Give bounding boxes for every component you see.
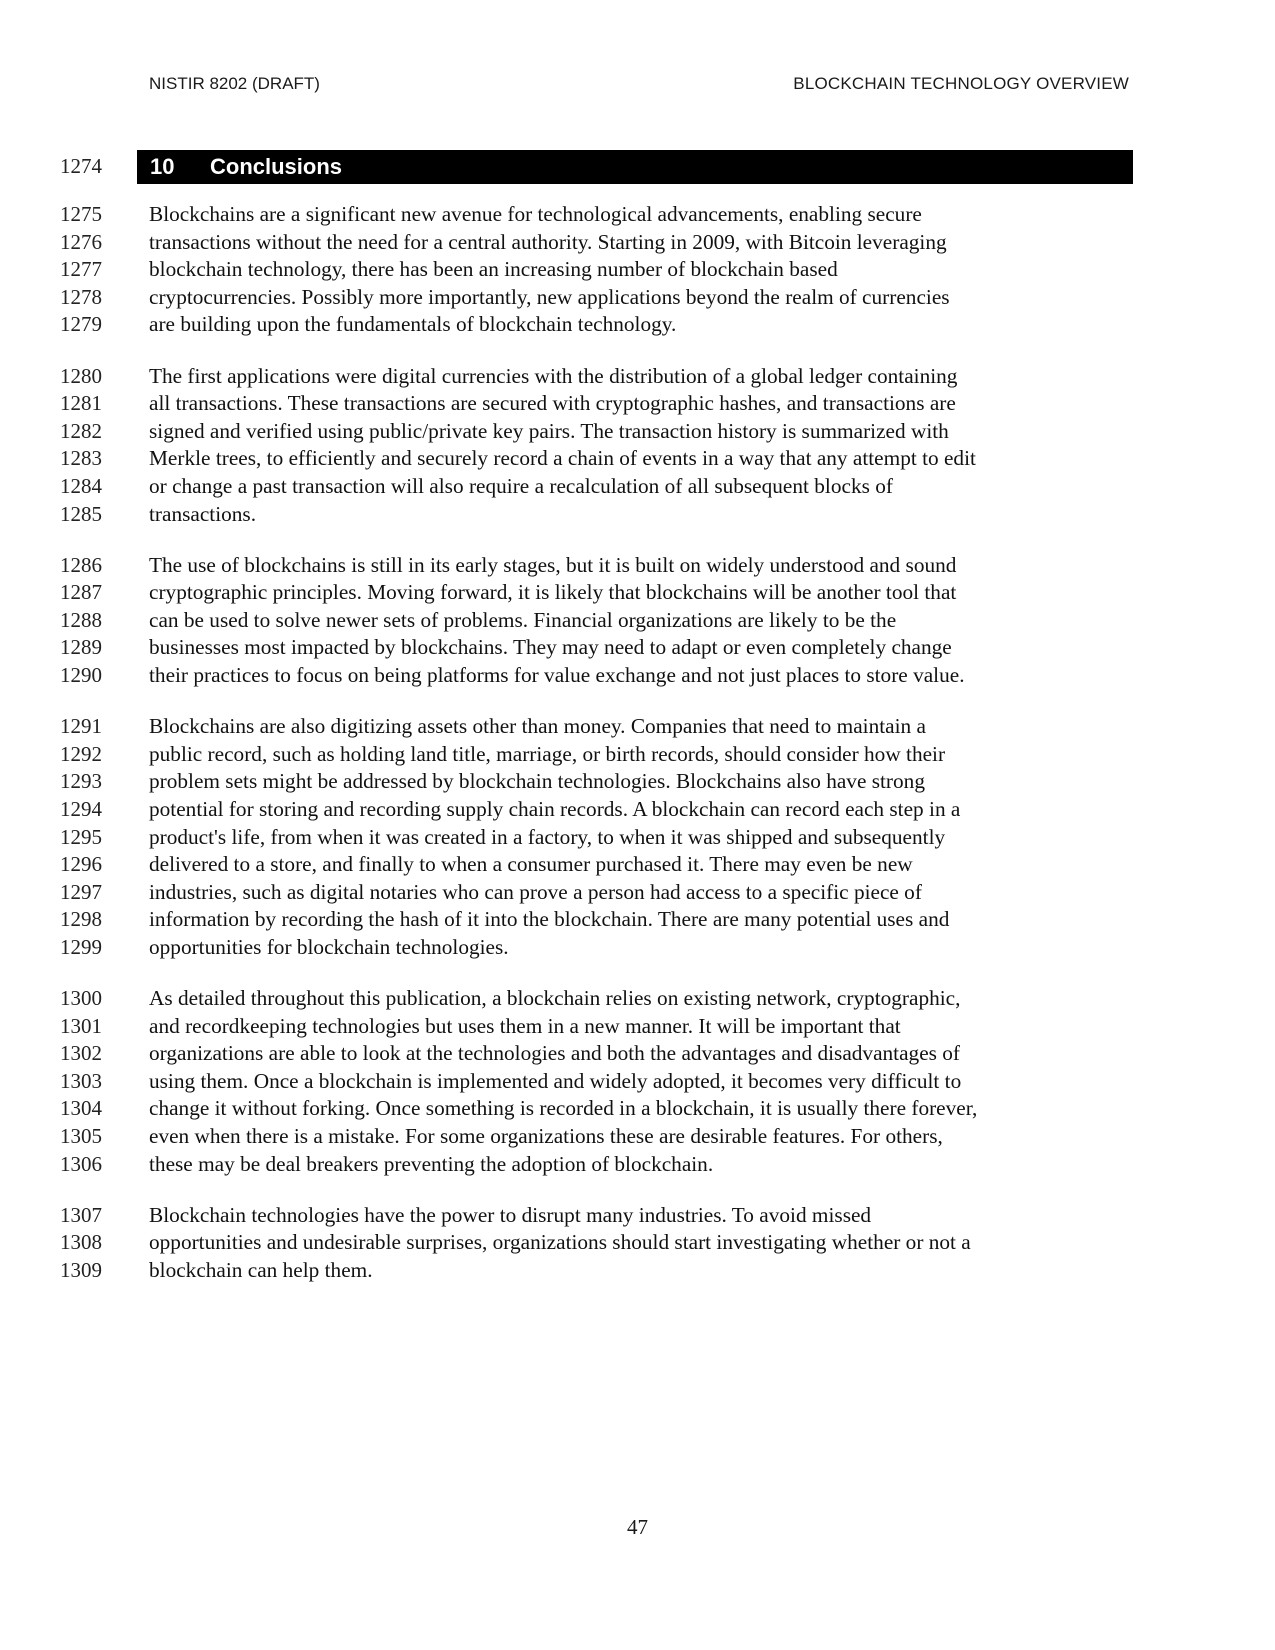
line-number: 1300 bbox=[60, 986, 102, 1010]
text-line bbox=[0, 1122, 1275, 1151]
line-number: 1288 bbox=[60, 607, 102, 632]
line-text: blockchain can help them. bbox=[149, 1257, 373, 1282]
line-text: transactions. bbox=[149, 501, 257, 526]
line-text: potential for storing and recording supply chain records. A blockchain can record each step in a bbox=[149, 796, 961, 821]
line-number: 1303 bbox=[60, 1068, 102, 1093]
line-number: 1298 bbox=[60, 907, 102, 932]
text-line bbox=[0, 933, 1275, 962]
line-text: delivered to a store, and finally to when a consumer purchased it. There may even be new bbox=[149, 852, 913, 877]
line-number: 1309 bbox=[60, 1257, 102, 1282]
text-line bbox=[0, 1067, 1275, 1096]
line-number: 1291 bbox=[60, 714, 102, 739]
line-number: 1279 bbox=[60, 312, 102, 337]
line-text: Blockchains are a significant new avenue for technological advancements, enabling secure bbox=[149, 202, 922, 226]
page-number: 47 bbox=[627, 1515, 648, 1539]
text-line bbox=[0, 1201, 1275, 1230]
text-line bbox=[0, 228, 1275, 257]
line-text: opportunities and undesirable surprises, organizations should start investigating whether or not a bbox=[149, 1230, 971, 1255]
text-line bbox=[0, 1012, 1275, 1041]
line-number: 1296 bbox=[60, 852, 102, 877]
line-text: are building upon the fundamentals of blockchain technology. bbox=[149, 312, 677, 337]
line-text: using them. Once a blockchain is implemented and widely adopted, it becomes very difficult to bbox=[149, 1068, 962, 1093]
line-text: The use of blockchains is still in its early stages, but it is built on widely understood and sound bbox=[149, 552, 957, 577]
text-line bbox=[0, 984, 1275, 1013]
line-number: 1299 bbox=[60, 934, 102, 959]
line-number: 1301 bbox=[60, 1013, 102, 1038]
line-number: 1306 bbox=[60, 1151, 102, 1176]
line-text: industries, such as digital notaries who can prove a person had access to a specific piece of bbox=[149, 879, 922, 904]
line-number: 1286 bbox=[60, 552, 102, 577]
line-text: their practices to focus on being platforms for value exchange and not just places to store value. bbox=[149, 663, 965, 687]
text-line bbox=[0, 283, 1275, 312]
line-number: 1276 bbox=[60, 229, 102, 254]
line-text: even when there is a mistake. For some organizations these are desirable features. For others, bbox=[149, 1124, 943, 1148]
line-number: 1305 bbox=[60, 1124, 102, 1148]
text-line bbox=[0, 850, 1275, 879]
line-number: 1274 bbox=[60, 154, 102, 178]
text-line bbox=[0, 1150, 1275, 1179]
line-text: and recordkeeping technologies but uses them in a new manner. It will be important that bbox=[149, 1013, 901, 1038]
line-number: 1307 bbox=[60, 1202, 102, 1227]
line-number: 1287 bbox=[60, 580, 102, 605]
running-header bbox=[149, 74, 1129, 100]
text-line bbox=[0, 1094, 1275, 1123]
text-line bbox=[0, 795, 1275, 824]
text-line bbox=[0, 905, 1275, 934]
line-text: cryptocurrencies. Possibly more importantly, new applications beyond the realm of currencies bbox=[149, 284, 950, 309]
line-number: 1293 bbox=[60, 769, 102, 794]
text-line bbox=[0, 633, 1275, 662]
text-line bbox=[0, 1256, 1275, 1285]
line-text: signed and verified using public/private key pairs. The transaction history is summarized with bbox=[149, 418, 949, 443]
line-number: 1284 bbox=[60, 473, 102, 498]
line-number: 1292 bbox=[60, 741, 102, 766]
line-text: blockchain technology, there has been an increasing number of blockchain based bbox=[149, 257, 838, 282]
text-line bbox=[0, 200, 1275, 229]
line-text: all transactions. These transactions are secured with cryptographic hashes, and transactions are bbox=[149, 391, 956, 416]
line-number: 1282 bbox=[60, 418, 102, 443]
line-text: cryptographic principles. Moving forward, it is likely that blockchains will be another tool that bbox=[149, 580, 957, 605]
text-line bbox=[0, 444, 1275, 473]
line-number: 1289 bbox=[60, 635, 102, 660]
text-line bbox=[0, 578, 1275, 607]
line-number: 1275 bbox=[60, 202, 102, 226]
line-number: 1278 bbox=[60, 284, 102, 309]
text-line bbox=[0, 606, 1275, 635]
line-number: 1290 bbox=[60, 663, 102, 687]
text-line bbox=[0, 310, 1275, 339]
section-number: 10 bbox=[150, 154, 175, 179]
line-number: 1280 bbox=[60, 363, 102, 388]
line-number: 1295 bbox=[60, 824, 102, 849]
text-line bbox=[0, 389, 1275, 418]
line-text: businesses most impacted by blockchains. They may need to adapt or even completely change bbox=[149, 635, 952, 660]
section-heading bbox=[137, 150, 1133, 184]
text-line bbox=[0, 823, 1275, 852]
text-line bbox=[0, 740, 1275, 769]
document-title: BLOCKCHAIN TECHNOLOGY OVERVIEW bbox=[793, 74, 1129, 93]
section-heading-row bbox=[0, 150, 1275, 184]
line-number: 1281 bbox=[60, 391, 102, 416]
line-text: organizations are able to look at the technologies and both the advantages and disadvantages of bbox=[149, 1041, 960, 1066]
text-line bbox=[0, 362, 1275, 391]
line-number: 1294 bbox=[60, 796, 102, 821]
section-title: Conclusions bbox=[210, 154, 343, 179]
line-text: Merkle trees, to efficiently and securely record a chain of events in a way that any attempt to edit bbox=[149, 446, 976, 471]
text-line bbox=[0, 1039, 1275, 1068]
line-text: transactions without the need for a central authority. Starting in 2009, with Bitcoin leveraging bbox=[149, 229, 947, 254]
line-text: Blockchain technologies have the power to disrupt many industries. To avoid missed bbox=[149, 1202, 872, 1227]
text-line bbox=[0, 661, 1275, 690]
line-number: 1285 bbox=[60, 501, 102, 526]
line-number: 1308 bbox=[60, 1230, 102, 1255]
line-number: 1302 bbox=[60, 1041, 102, 1066]
text-line bbox=[0, 551, 1275, 580]
line-text: problem sets might be addressed by blockchain technologies. Blockchains also have strong bbox=[149, 769, 925, 794]
line-text: these may be deal breakers preventing the adoption of blockchain. bbox=[149, 1151, 714, 1176]
line-text: public record, such as holding land title, marriage, or birth records, should consider how their bbox=[149, 741, 946, 766]
text-line bbox=[0, 767, 1275, 796]
line-text: or change a past transaction will also require a recalculation of all subsequent blocks of bbox=[149, 473, 893, 498]
line-text: As detailed throughout this publication, a blockchain relies on existing network, cryptographic, bbox=[149, 986, 961, 1010]
text-line bbox=[0, 500, 1275, 529]
text-line bbox=[0, 712, 1275, 741]
line-text: The first applications were digital currencies with the distribution of a global ledger containing bbox=[149, 363, 958, 388]
line-text: Blockchains are also digitizing assets other than money. Companies that need to maintain a bbox=[149, 714, 926, 739]
line-number: 1277 bbox=[60, 257, 102, 282]
line-number: 1283 bbox=[60, 446, 102, 471]
line-text: information by recording the hash of it into the blockchain. There are many potential uses and bbox=[149, 907, 950, 932]
document-id: NISTIR 8202 (DRAFT) bbox=[149, 74, 320, 93]
line-text: product's life, from when it was created in a factory, to when it was shipped and subsequently bbox=[149, 824, 946, 849]
line-text: change it without forking. Once something is recorded in a blockchain, it is usually there forever, bbox=[149, 1096, 978, 1121]
text-line bbox=[0, 878, 1275, 907]
text-line bbox=[0, 417, 1275, 446]
text-line bbox=[0, 1228, 1275, 1257]
line-number: 1304 bbox=[60, 1096, 102, 1121]
text-line bbox=[0, 255, 1275, 284]
line-text: can be used to solve newer sets of problems. Financial organizations are likely to be the bbox=[149, 607, 897, 632]
line-number: 1297 bbox=[60, 879, 102, 904]
text-line bbox=[0, 472, 1275, 501]
line-text: opportunities for blockchain technologies. bbox=[149, 934, 509, 959]
